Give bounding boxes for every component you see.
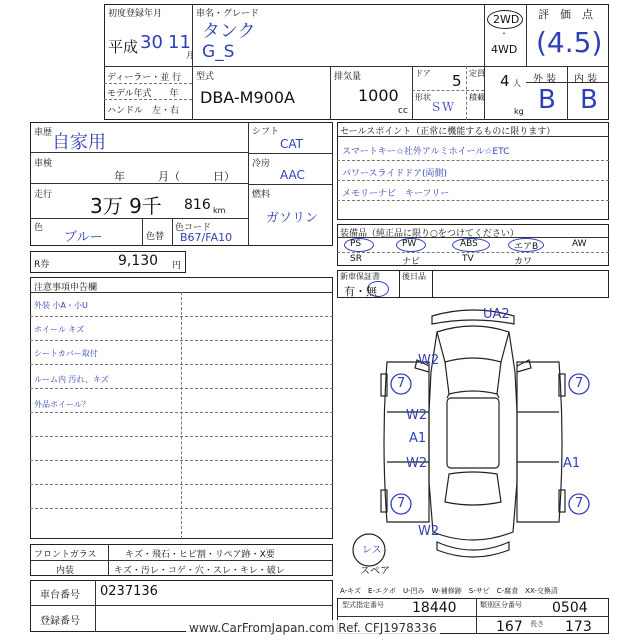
spare-label: スペア	[360, 566, 390, 577]
fuel: ガソリン	[266, 211, 319, 226]
color-label: 色	[34, 223, 44, 233]
interior-label: 内 装	[574, 74, 598, 85]
warranty-label: 新車保証書	[340, 272, 380, 281]
mileage-main: 3万 9千	[90, 194, 162, 218]
cc-unit: cc	[398, 106, 408, 116]
drive-dot: ・	[500, 29, 508, 38]
class-code-label: 類別区分番号	[480, 601, 522, 609]
first-reg-label: 初度登録年月	[108, 9, 163, 19]
damage-mark: W2	[418, 524, 440, 539]
doors: 5	[452, 72, 462, 90]
displacement-label: 排気量	[334, 72, 362, 82]
mileage-label: 走行	[34, 190, 53, 200]
yen-unit: 円	[172, 261, 182, 271]
memo-label: 後日品	[402, 272, 426, 281]
equipment-abs: ABS	[460, 239, 478, 249]
katashiki-label: 型式	[196, 72, 215, 82]
watermark: www.CarFromJapan.com Ref. CFJ1978336	[186, 620, 440, 636]
vehicle-type: 自家用	[52, 132, 106, 153]
note-item: シートカバー取付	[34, 349, 98, 358]
damage-mark: W2	[406, 456, 428, 471]
sales-point-item: パワースライドドア(両側)	[342, 169, 448, 179]
damage-mark: W2	[406, 408, 428, 423]
first-reg-month: 11	[168, 32, 191, 53]
notes-title: 注意事項申告欄	[34, 283, 98, 293]
car-name: タンク	[202, 21, 256, 42]
km-unit: km	[213, 206, 226, 215]
model-year-label: モデル年式 年	[107, 89, 179, 99]
memo-box	[399, 270, 609, 298]
front-glass-options: キズ・飛石・ヒビ割・リペア跡・X要	[125, 550, 275, 560]
displacement: 1000	[358, 86, 399, 105]
recycle-label: R券	[34, 260, 50, 270]
damage-mark: A1	[409, 431, 427, 446]
door-label: ドア	[415, 69, 431, 78]
equipment-ps: PS	[350, 239, 362, 249]
katashiki-code: 18440	[412, 600, 457, 616]
kg-unit: kg	[514, 107, 524, 116]
damage-mark: UA2	[483, 307, 510, 322]
damage-mark: 7	[397, 496, 406, 511]
damage-mark: 7	[575, 496, 584, 511]
capacity: 4	[500, 72, 510, 90]
equipment-tv: TV	[462, 254, 474, 264]
ac-label: 冷房	[252, 159, 271, 169]
fuel-label: 燃料	[252, 190, 271, 200]
spare-value: レス	[362, 545, 382, 556]
damage-mark: 7	[397, 376, 406, 391]
length-value: 173	[565, 619, 592, 635]
note-item: ルーム内 汚れ、キズ	[34, 375, 109, 384]
damage-mark: W2	[418, 353, 440, 368]
color-code: B67/FA10	[180, 231, 233, 244]
recycle-amount: 9,130	[118, 253, 159, 269]
vehicle-type-label: 車歴	[34, 128, 53, 138]
ac: AAC	[280, 168, 305, 182]
car-name-label: 車名・グレード	[196, 9, 260, 19]
shape: ＳＷ	[430, 100, 455, 114]
first-reg-year: 30	[140, 32, 163, 53]
front-glass-label: フロントガラス	[34, 550, 97, 560]
class-code: 0504	[552, 600, 588, 616]
length-label: 長さ	[530, 620, 544, 628]
dealer-label: ディーラー・並 行	[107, 73, 182, 83]
exterior-label: 外 装	[533, 74, 557, 85]
car-diagram	[337, 302, 609, 580]
note-item: 外品ホイール？	[34, 400, 90, 409]
color-change-label: 色替	[146, 232, 165, 242]
chassis-number: 0237136	[100, 584, 158, 599]
equipment-navi: ナビ	[402, 257, 421, 267]
mileage-sub: 816	[184, 197, 211, 213]
note-item: 外装 小A・小U	[34, 301, 88, 310]
interior-cond-label: 内装	[56, 566, 75, 576]
interior-grade: B	[580, 85, 598, 115]
equipment-pw: PW	[402, 239, 417, 249]
load-label: 積載	[469, 93, 485, 102]
chassis-label: 車台番号	[40, 590, 80, 601]
equipment-aw: AW	[572, 239, 587, 249]
equipment-airbag: エアB	[514, 242, 539, 252]
drive-4wd: 4WD	[491, 43, 518, 56]
color-code-label: 色コード	[175, 223, 212, 233]
inspection-label: 車検	[34, 159, 53, 169]
grade-eval-label: 評 価 点	[538, 8, 593, 21]
exterior-grade: B	[538, 85, 556, 115]
car-grade: G_S	[202, 42, 235, 62]
capacity-label: 定員	[469, 69, 485, 78]
interior-cond-options: キズ・汚レ・コゲ・穴・スレ・キレ・破レ	[114, 566, 285, 576]
recycle-box	[30, 251, 186, 273]
shift-label: シフト	[252, 127, 280, 137]
sales-points-title: セールスポイント（正常に機能するものに限ります）	[340, 127, 556, 137]
color: ブルー	[64, 230, 103, 245]
equipment-sr: SR	[350, 254, 362, 264]
shift: CAT	[280, 137, 303, 151]
first-reg-era: 平成	[108, 38, 139, 56]
sales-point-item: メモリーナビ キーフリー	[342, 189, 450, 199]
equipment-leather: カワ	[514, 257, 533, 267]
reg-label: 登録番号	[40, 616, 80, 627]
shape-label: 形状	[415, 93, 431, 102]
damage-mark: 7	[575, 376, 584, 391]
inspection-date: 年 月（ 日）	[114, 170, 235, 183]
equipment-title: 装備品（純正品に限り○をつけてください）	[340, 229, 519, 239]
katashiki: DBA-M900A	[200, 88, 295, 107]
warranty-value: 有・無	[344, 285, 377, 298]
grade-eval: (4.5)	[536, 26, 603, 59]
handle-label: ハンドル 左・右	[107, 106, 180, 116]
sales-point-item: スマートキー☆社外アルミホイール☆ETC	[342, 147, 510, 157]
capacity-unit: 人	[513, 79, 521, 88]
damage-mark: A1	[563, 456, 581, 471]
drive-2wd: 2WD	[493, 13, 520, 26]
katashiki-code-label: 型式指定番号	[342, 601, 384, 609]
header-box	[104, 4, 609, 120]
note-item: ホイール キズ	[34, 325, 85, 334]
width-value: 167	[496, 619, 523, 635]
damage-legend: A-キズ E-エクボ U-凹み W-補修跡 S-サビ C-腐食 XX-交換済	[340, 587, 558, 595]
first-reg-month-unit: 月	[186, 51, 194, 60]
